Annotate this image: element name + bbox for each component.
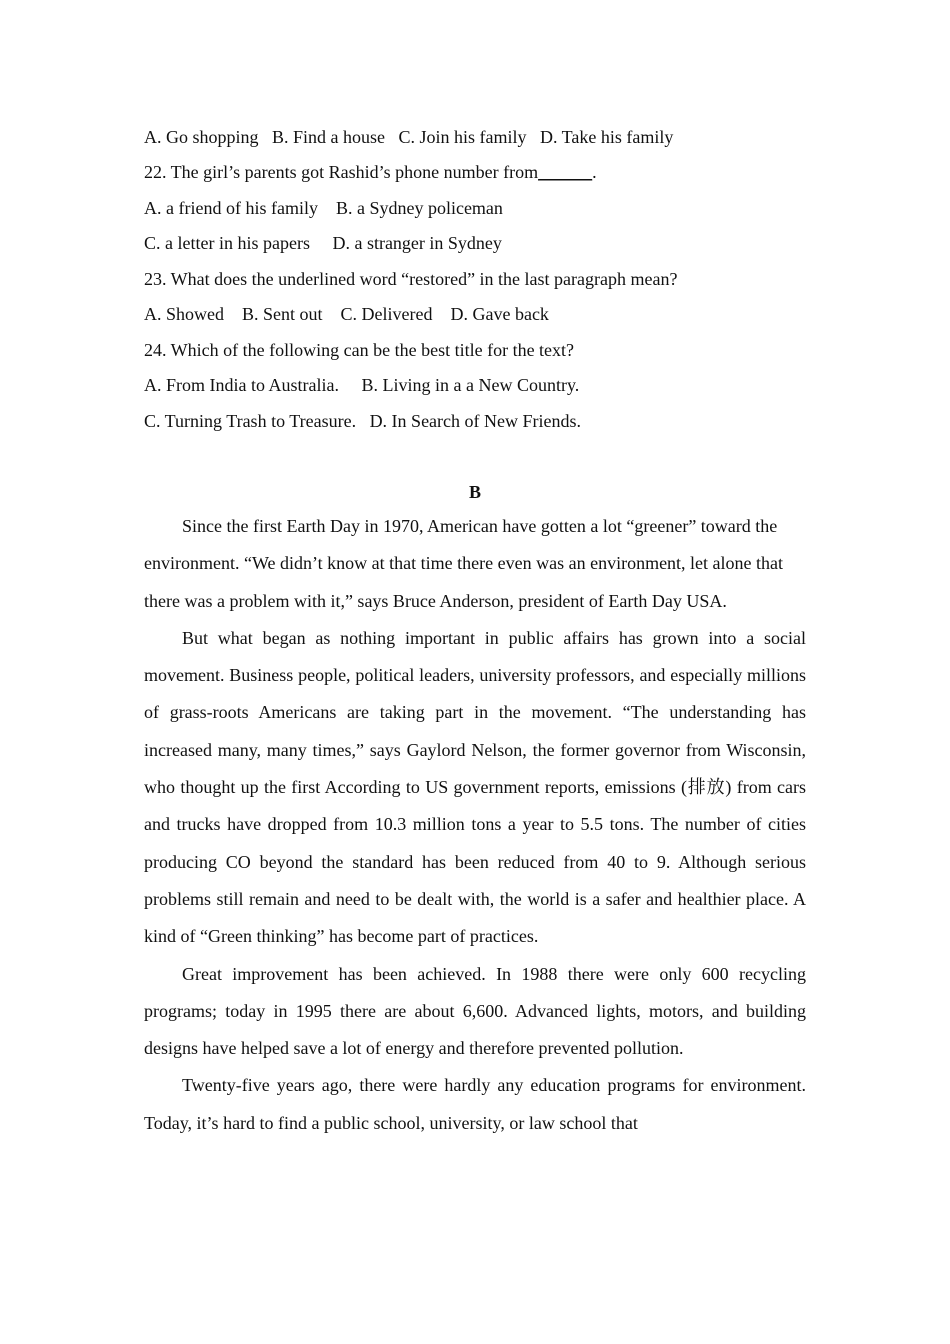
q22-stem <box>144 161 597 183</box>
q23-stem: 23. What does the underlined word “restored” in the last paragraph mean? <box>144 269 678 289</box>
q24-options-cd: C. Turning Trash to Treasure. D. In Search of New Friends. <box>144 411 582 431</box>
q22-options-cd: C. a letter in his papers D. a stranger in Sydney <box>144 233 502 253</box>
q24-options-ab: A. From India to Australia. B. Living in a a New Country. <box>144 375 580 395</box>
section-b-heading: B <box>468 482 481 502</box>
section-b-passage <box>144 508 806 1142</box>
passage-paragraph-3: Great improvement has been achieved. In 1988 there were only 600 recycling programs; today in 1995 there are about 6,600. Advanced lights, motors, and building designs have helped save a lot of energy and therefore prevented pollution. <box>144 963 806 1059</box>
q23-options: A. Showed B. Sent out C. Delivered D. Gave back <box>144 304 549 324</box>
q22-stem-end: . <box>592 162 597 182</box>
q22-options-ab: A. a friend of his family B. a Sydney policeman <box>144 198 503 218</box>
q21-options: A. Go shopping B. Find a house C. Join his family D. Take his family <box>144 127 674 147</box>
q22-blank: ______ <box>538 162 593 182</box>
q24-stem: 24. Which of the following can be the best title for the text? <box>144 340 575 360</box>
passage-paragraph-4: Twenty-five years ago, there were hardly any education programs for environment. Today, it’s hard to find a public school, university, or law school that <box>144 1075 806 1133</box>
passage-paragraph-1: Since the first Earth Day in 1970, American have gotten a lot “greener” toward the environment. “We didn’t know at that time there even was an environment, let alone that there was a problem with it,” says Bruce Anderson, president of Earth Day USA. <box>144 516 784 611</box>
passage-paragraph-2: But what began as nothing important in public affairs has grown into a social movement. Business people, political leaders, university professors, and especially millions of grass-roots Americans are taking part in the movement. “The understanding has increased many, many times,” says Gaylord Nelson, the former governor from Wisconsin, who thought up the first According to US government reports, emissions (排放) from cars and trucks have dropped from 10.3 million tons a year to 5.5 tons. The number of cities producing CO beyond the standard has been reduced from 40 to 9. Although serious problems still remain and need to be dealt with, the world is a safer and healthier place. A kind of “Green thinking” has become part of practices. <box>144 627 806 947</box>
q22-stem-text: 22. The girl’s parents got Rashid’s phone number from <box>144 162 539 182</box>
